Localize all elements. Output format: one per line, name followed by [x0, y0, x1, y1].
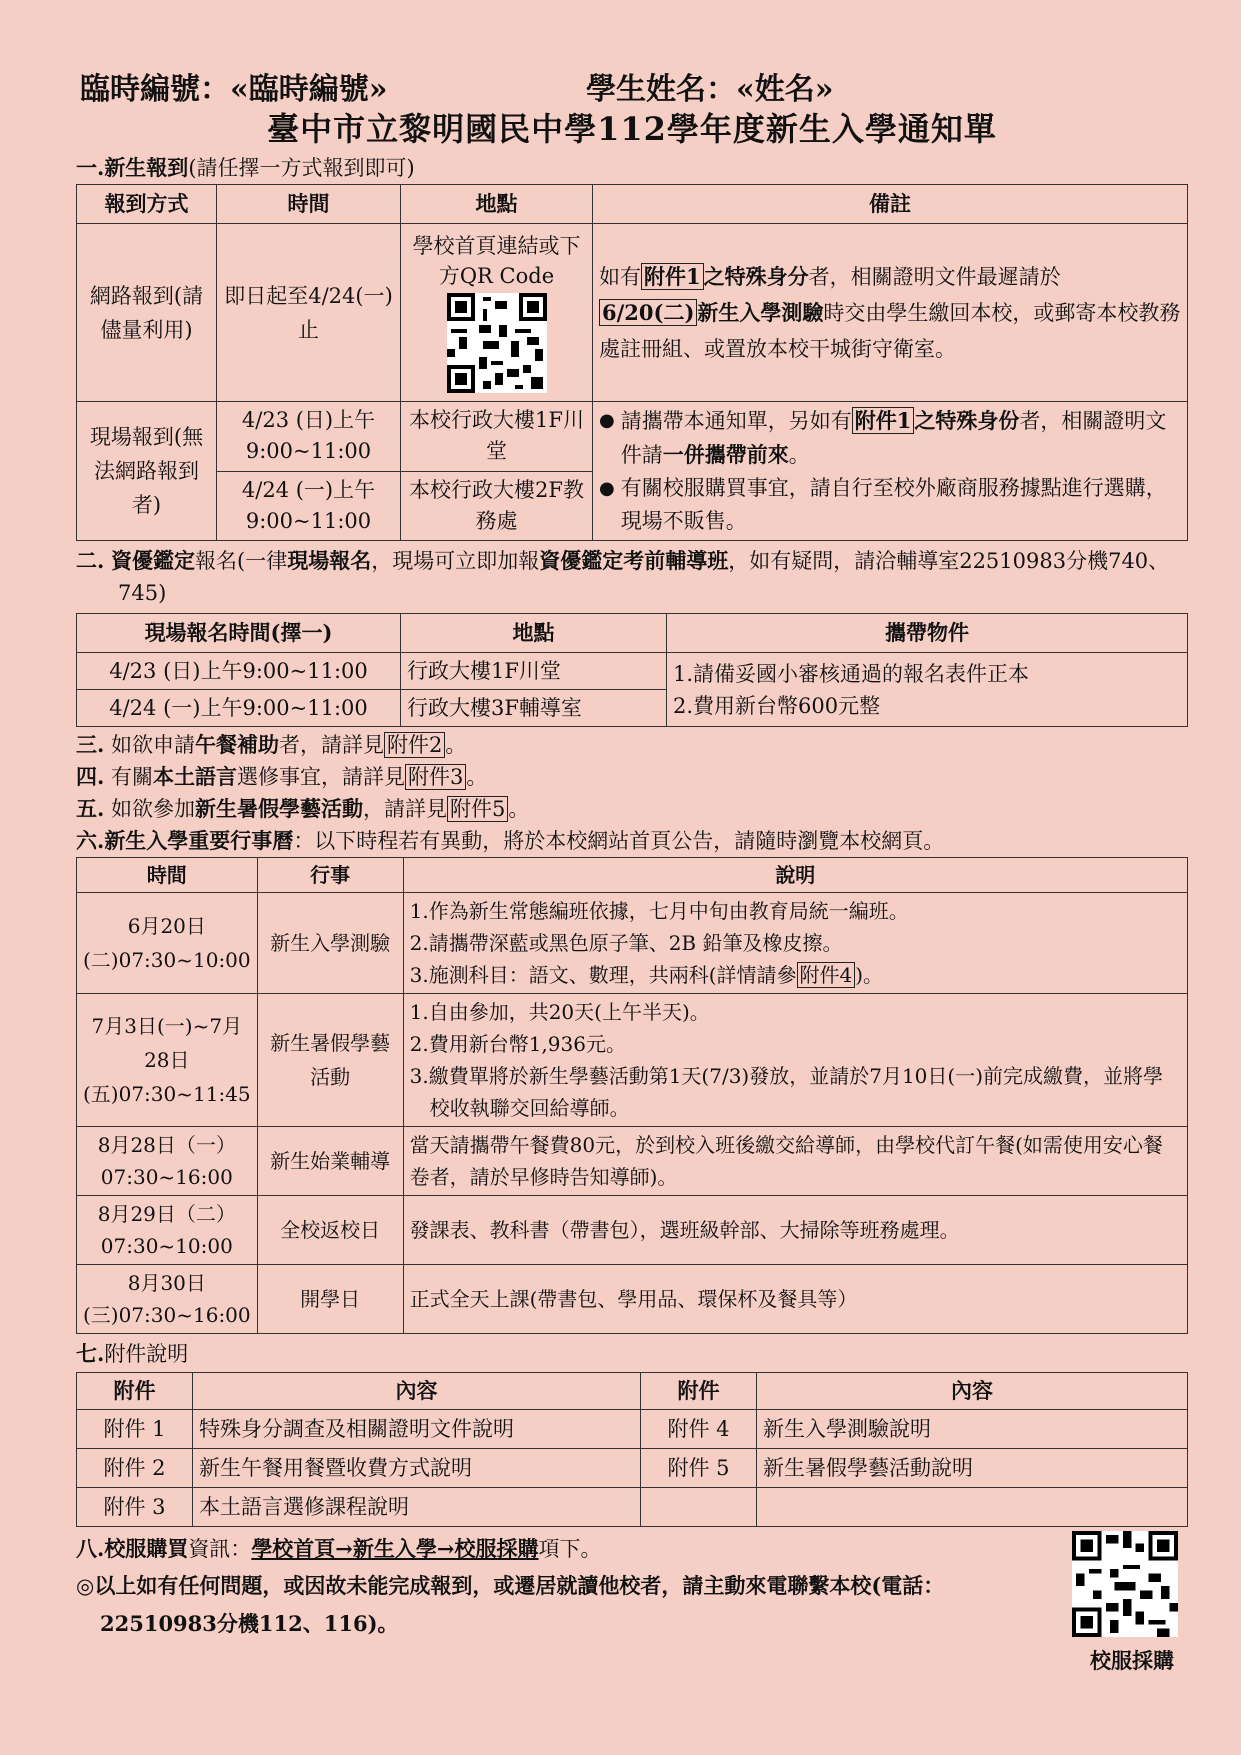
qr-label: 校服採購: [1090, 1648, 1174, 1673]
student-name-label: 學生姓名：«姓名»: [586, 72, 834, 107]
contact-note: ◎以上如有任何問題，或因故未能完成報到，或遷居就讀他校者，請主動來電聯繫本校(電話：22510983分機112、116)。: [76, 1573, 945, 1636]
qr-code-icon[interactable]: [447, 293, 547, 393]
signup-time-1: 4/23 (日)上午9:00~11:00: [77, 653, 401, 690]
col-time: 時間: [217, 185, 401, 224]
onsite-place-1: 本校行政大樓1F川堂: [401, 402, 593, 472]
sched-time-4: 8月29日（二）07:30~10:00: [77, 1196, 258, 1265]
uniform-qr-code-icon[interactable]: [1072, 1531, 1178, 1637]
online-remark: 如有 附件1 之特殊身分者，相關證明文件最遲請於 6/20(二) 新生入學測驗時交由學生繳回本校，或郵寄本校教務處註冊組、或置放本校干城街守衛室。: [593, 224, 1188, 402]
onsite-remark: ● 請攜帶本通知單，另如有 附件1 之特殊身份者，相關證明文件請一併攜帶前來。 ● 有關校服購買事宜，請自行至校外廠商服務據點進行選購，現場不販售。: [593, 402, 1188, 541]
gifted-table: [76, 613, 1188, 727]
sched-desc-3: 當天請攜帶午餐費80元，於到校入班後繳交給導師，由學校代訂午餐(如需使用安心餐卷者，請於早修時告知導師)。: [403, 1127, 1187, 1196]
att-empty-content: [757, 1488, 1188, 1527]
uniform-link[interactable]: 學校首頁→新生入學→校服採購: [251, 1536, 539, 1561]
col-sched-desc: 說明: [403, 858, 1187, 893]
col-method: 報到方式: [77, 185, 217, 224]
sched-time-2: 7月3日(一)~7月28日(五)07:30~11:45: [77, 994, 258, 1127]
sched-event-4: 全校返校日: [257, 1196, 403, 1265]
online-place: 學校首頁連結或下方QR Code: [401, 224, 593, 402]
sched-time-1: 6月20日(二)07:30~10:00: [77, 893, 258, 994]
registration-table: [76, 184, 1188, 541]
sched-time-3: 8月28日（一）07:30~16:00: [77, 1127, 258, 1196]
onsite-method: 現場報到(無法網路報到者): [77, 402, 217, 541]
section-5: 五. 如欲參加新生暑假學藝活動，請詳見 附件5 。: [76, 796, 530, 821]
att-2: 附件 2: [77, 1449, 193, 1488]
col-items: 攜帶物件: [667, 614, 1188, 653]
onsite-time-2: 4/24 (一)上午9:00~11:00: [217, 471, 401, 541]
section-4: 四. 有關本土語言選修事宜，請詳見 附件3 。: [76, 764, 488, 789]
signup-place-1: 行政大樓1F川堂: [401, 653, 667, 690]
section-8: 八.校服購買資訊：學校首頁→新生入學→校服採購項下。: [76, 1536, 602, 1561]
col-signup-place: 地點: [401, 614, 667, 653]
att-3: 附件 3: [77, 1488, 193, 1527]
sched-event-3: 新生始業輔導: [257, 1127, 403, 1196]
signup-time-2: 4/24 (一)上午9:00~11:00: [77, 690, 401, 727]
page-title: 臺中市立黎明國民中學112學年度新生入學通知單: [267, 110, 997, 148]
onsite-time-1: 4/23 (日)上午9:00~11:00: [217, 402, 401, 472]
col-att-2: 附件: [641, 1373, 757, 1410]
att-empty: [641, 1488, 757, 1527]
sched-event-5: 開學日: [257, 1265, 403, 1334]
sched-time-5: 8月30日(三)07:30~16:00: [77, 1265, 258, 1334]
onsite-place-2: 本校行政大樓2F教務處: [401, 471, 593, 541]
items-cell: 1.請備妥國小審核通過的報名表件正本 2.費用新台幣600元整: [667, 653, 1188, 727]
att-4: 附件 4: [641, 1410, 757, 1449]
sched-desc-5: 正式全天上課(帶書包、學用品、環保杯及餐具等）: [403, 1265, 1187, 1334]
sched-event-2: 新生暑假學藝活動: [257, 994, 403, 1127]
attachments-table: [76, 1372, 1188, 1527]
section-1-heading: 一.新生報到(請任擇一方式報到即可): [76, 155, 415, 180]
col-content-1: 內容: [193, 1373, 641, 1410]
col-remark: 備註: [593, 185, 1188, 224]
section-3: 三. 如欲申請午餐補助者，請詳見 附件2 。: [76, 732, 467, 757]
col-sched-event: 行事: [257, 858, 403, 893]
col-content-2: 內容: [757, 1373, 1188, 1410]
sched-desc-4: 發課表、教科書（帶書包），選班級幹部、大掃除等班務處理。: [403, 1196, 1187, 1265]
sched-event-1: 新生入學測驗: [257, 893, 403, 994]
online-time: 即日起至4/24(一)止: [217, 224, 401, 402]
col-signup-time: 現場報名時間(擇一): [77, 614, 401, 653]
signup-place-2: 行政大樓3F輔導室: [401, 690, 667, 727]
att-5: 附件 5: [641, 1449, 757, 1488]
header: [76, 60, 1188, 107]
footer: [76, 1531, 1188, 1673]
online-method: 網路報到(請儘量利用): [77, 224, 217, 402]
sched-desc-2: 1.自由參加，共20天(上午半天)。 2.費用新台幣1,936元。 3.繳費單將於新生學藝活動第1天(7/3)發放，並請於7月10日(一)前完成繳費，並將學校收執聯交回給導師。: [403, 994, 1187, 1127]
col-sched-time: 時間: [77, 858, 258, 893]
att-1-content: 特殊身分調查及相關證明文件說明: [193, 1410, 641, 1449]
section-2-heading: 二. 資優鑑定報名(一律現場報名，現場可立即加報資優鑑定考前輔導班，如有疑問，請洽輔導室22510983分機740、745): [76, 548, 1170, 605]
att-2-content: 新生午餐用餐暨收費方式說明: [193, 1449, 641, 1488]
schedule-table: [76, 857, 1188, 1334]
sched-desc-1: 1.作為新生常態編班依據，七月中旬由教育局統一編班。 2.請攜帶深藍或黑色原子筆、2B 鉛筆及橡皮擦。 3.施測科目：語文、數理，共兩科(詳情請參 附件4 )。: [403, 893, 1187, 994]
col-att-1: 附件: [77, 1373, 193, 1410]
temp-number-label: 臨時編號：«臨時編號»: [80, 72, 388, 107]
notice-page: [76, 60, 1188, 1673]
att-1: 附件 1: [77, 1410, 193, 1449]
section-6-heading: 六.新生入學重要行事曆：以下時程若有異動，將於本校網站首頁公告，請隨時瀏覽本校網頁。: [76, 828, 945, 853]
section-7-heading: 七.附件說明: [76, 1341, 189, 1366]
att-3-content: 本土語言選修課程說明: [193, 1488, 641, 1527]
col-place: 地點: [401, 185, 593, 224]
att-4-content: 新生入學測驗說明: [757, 1410, 1188, 1449]
att-5-content: 新生暑假學藝活動說明: [757, 1449, 1188, 1488]
